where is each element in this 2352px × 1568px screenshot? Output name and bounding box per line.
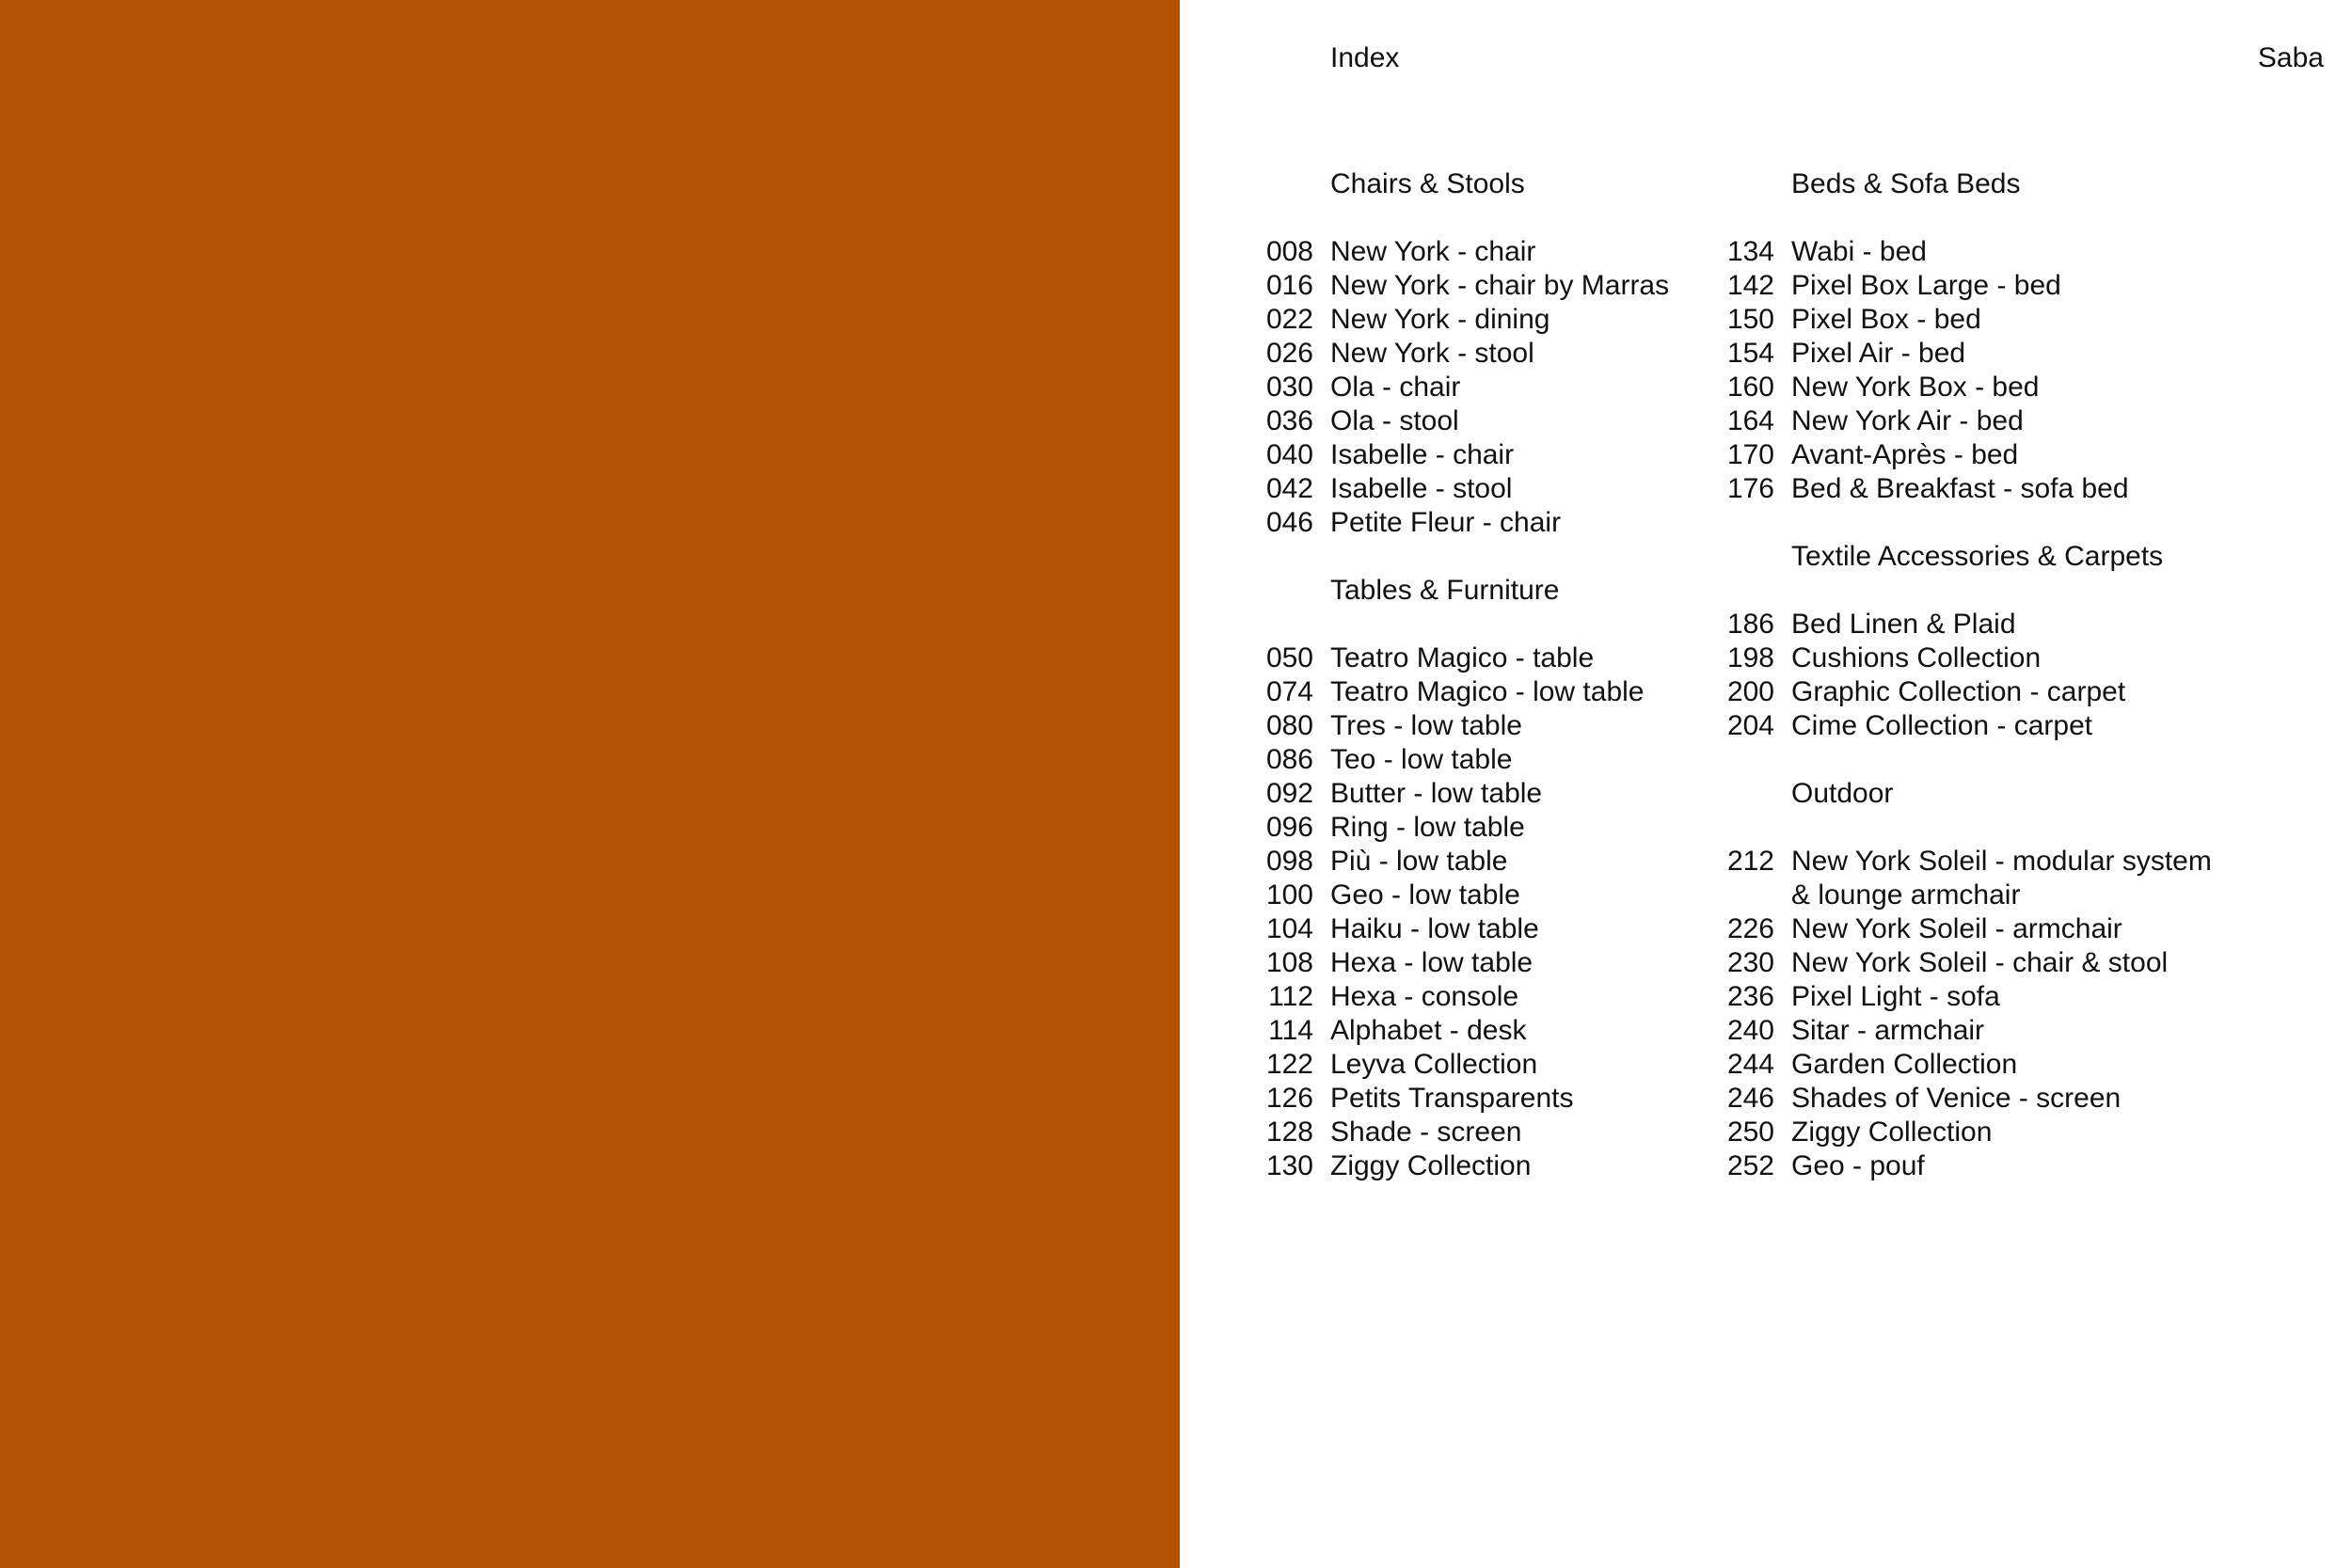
section-spacer [1708,201,2212,235]
index-entry [1248,777,1669,811]
entry-page-number: 104 [1265,913,1313,944]
entry-title: Leyva Collection [1330,1049,1538,1080]
entry-title: & lounge armchair [1791,879,2021,911]
index-section [1248,574,1669,1183]
index-entry [1248,1048,1669,1082]
section-heading: Tables & Furniture [1330,575,1560,606]
index-entry [1708,1048,2212,1082]
entry-page-number: 230 [1726,947,1774,978]
entry-title: Garden Collection [1791,1049,2018,1080]
entry-page-number: 236 [1726,981,1774,1012]
entry-page-number: 204 [1726,710,1774,741]
index-entry [1248,337,1669,371]
entry-title: Bed Linen & Plaid [1791,609,2016,640]
entry-page-number: 026 [1265,338,1313,369]
index-entry [1248,980,1669,1014]
index-entry [1708,371,2212,404]
entry-title: Pixel Air - bed [1791,338,1966,369]
index-entry [1708,879,2212,912]
entry-page-number: 074 [1265,676,1313,707]
index-entry [1708,845,2212,879]
entry-title: Shades of Venice - screen [1791,1083,2122,1114]
index-entry [1248,1082,1669,1116]
entry-page-number: 150 [1726,304,1774,335]
entry-page-number: 252 [1726,1150,1774,1181]
entry-page-number: 042 [1265,473,1313,504]
entry-title: Tres - low table [1330,710,1522,741]
index-entry [1248,879,1669,912]
section-heading: Beds & Sofa Beds [1791,168,2021,199]
index-entry [1248,675,1669,709]
index-entry [1248,912,1669,946]
entry-title: Shade - screen [1330,1117,1522,1148]
entry-page-number: 080 [1265,710,1313,741]
entry-page-number: 108 [1265,947,1313,978]
index-entry [1248,709,1669,743]
entry-page-number: 114 [1268,1015,1313,1046]
index-entry [1248,404,1669,438]
entry-page-number: 142 [1726,270,1774,301]
index-entry [1248,1116,1669,1149]
entry-title: New York Box - bed [1791,372,2040,403]
section-spacer [1708,811,2212,845]
entry-page-number: 160 [1726,372,1774,403]
index-entry [1708,946,2212,980]
index-entry [1708,1116,2212,1149]
index-entry [1708,675,2212,709]
index-entry [1708,472,2212,506]
entry-title: New York Soleil - chair & stool [1791,947,2169,978]
section-heading: Outdoor [1791,778,1894,809]
section-heading: Textile Accessories & Carpets [1791,541,2164,572]
entry-title: New York Air - bed [1791,405,2024,436]
index-entry [1248,743,1669,777]
entry-page-number: 046 [1265,507,1313,538]
entry-title: New York - chair [1330,236,1536,267]
entry-title: Ola - stool [1330,405,1459,436]
entry-page-number: 154 [1726,338,1774,369]
entry-page-number: 100 [1265,879,1313,911]
entry-page-number [1708,879,1774,912]
entry-page-number: 022 [1265,304,1313,335]
section-spacer [1248,201,1669,235]
entry-title: Teatro Magico - low table [1330,676,1645,707]
index-section [1708,777,2212,1183]
entry-page-number: 036 [1265,405,1313,436]
index-page [1180,0,2352,1568]
index-entry [1708,235,2212,269]
entry-title: Sitar - armchair [1791,1015,1985,1046]
index-section [1708,167,2212,506]
index-entry [1248,472,1669,506]
index-entry [1708,337,2212,371]
entry-page-number: 128 [1265,1117,1313,1148]
index-entry [1708,1014,2212,1048]
entry-page-number: 112 [1268,981,1313,1012]
entry-title: Cushions Collection [1791,642,2042,673]
entry-page-number: 008 [1265,236,1313,267]
entry-page-number: 198 [1726,642,1774,673]
entry-title: Pixel Box - bed [1791,304,1981,335]
entry-title: Isabelle - stool [1330,473,1513,504]
page-title: Index [1330,42,1400,73]
index-entry [1708,608,2212,641]
entry-title: Haiku - low table [1330,913,1539,944]
entry-title: Teo - low table [1330,744,1513,775]
index-entry [1708,980,2212,1014]
entry-page-number: 176 [1726,473,1774,504]
entry-title: Pixel Light - sofa [1791,981,2000,1012]
entry-title: Geo - low table [1330,879,1520,911]
entry-title: Petits Transparents [1330,1083,1574,1114]
brand-name: Saba [2257,42,2324,73]
index-entry [1708,438,2212,472]
entry-page-number: 030 [1265,372,1313,403]
entry-title: Ziggy Collection [1791,1117,1993,1148]
entry-title: Teatro Magico - table [1330,642,1595,673]
index-entry [1248,506,1669,540]
section-spacer [1248,608,1669,641]
entry-title: New York - chair by Marras [1330,270,1670,301]
entry-page-number: 240 [1726,1015,1774,1046]
entry-title: Ola - chair [1330,372,1461,403]
entry-title: New York Soleil - modular system [1791,846,2212,877]
entry-page-number: 250 [1726,1117,1774,1148]
entry-title: Più - low table [1330,846,1508,877]
entry-page-number: 086 [1265,744,1313,775]
entry-page-number: 126 [1265,1083,1313,1114]
entry-page-number: 246 [1726,1083,1774,1114]
entry-page-number: 244 [1726,1049,1774,1080]
section-heading: Chairs & Stools [1330,168,1525,199]
index-section [1708,540,2212,743]
index-entry [1708,641,2212,675]
index-entry [1708,404,2212,438]
index-entry [1708,269,2212,303]
index-entry [1248,1014,1669,1048]
entry-page-number: 200 [1726,676,1774,707]
index-entry [1708,709,2212,743]
entry-page-number: 170 [1726,439,1774,470]
entry-page-number: 092 [1265,778,1313,809]
entry-page-number: 226 [1726,913,1774,944]
index-entry [1248,641,1669,675]
entry-page-number: 016 [1265,270,1313,301]
index-column-left [1248,167,1669,1183]
index-entry [1708,1149,2212,1183]
entry-page-number: 130 [1265,1150,1313,1181]
index-column-right [1708,167,2212,1183]
entry-title: Hexa - low table [1330,947,1534,978]
entry-title: Ring - low table [1330,812,1525,843]
index-entry [1708,1082,2212,1116]
entry-title: New York - dining [1330,304,1550,335]
entry-page-number: 050 [1265,642,1313,673]
index-entry [1248,235,1669,269]
entry-title: Petite Fleur - chair [1330,507,1562,538]
entry-page-number: 096 [1265,812,1313,843]
entry-title: Ziggy Collection [1330,1150,1532,1181]
entry-title: Bed & Breakfast - sofa bed [1791,473,2129,504]
entry-title: New York - stool [1330,338,1534,369]
entry-title: New York Soleil - armchair [1791,913,2122,944]
entry-title: Butter - low table [1330,778,1543,809]
index-entry [1248,1149,1669,1183]
entry-title: Geo - pouf [1791,1150,1925,1181]
index-entry [1708,912,2212,946]
index-entry [1708,303,2212,337]
index-entry [1248,303,1669,337]
entry-page-number: 122 [1265,1049,1313,1080]
entry-page-number: 098 [1265,846,1313,877]
entry-page-number: 212 [1726,846,1774,877]
index-entry [1248,438,1669,472]
section-spacer [1708,574,2212,608]
entry-title: Graphic Collection - carpet [1791,676,2126,707]
entry-title: Avant-Après - bed [1791,439,2019,470]
entry-page-number: 164 [1726,405,1774,436]
entry-page-number: 186 [1726,609,1774,640]
index-entry [1248,269,1669,303]
entry-title: Cime Collection - carpet [1791,710,2093,741]
entry-page-number: 040 [1265,439,1313,470]
entry-title: Pixel Box Large - bed [1791,270,2061,301]
index-entry [1248,811,1669,845]
entry-title: Hexa - console [1330,981,1519,1012]
entry-page-number: 134 [1726,236,1774,267]
index-entry [1248,371,1669,404]
index-entry [1248,845,1669,879]
index-entry [1248,946,1669,980]
entry-title: Isabelle - chair [1330,439,1515,470]
entry-title: Wabi - bed [1791,236,1927,267]
entry-title: Alphabet - desk [1330,1015,1527,1046]
index-section [1248,167,1669,540]
